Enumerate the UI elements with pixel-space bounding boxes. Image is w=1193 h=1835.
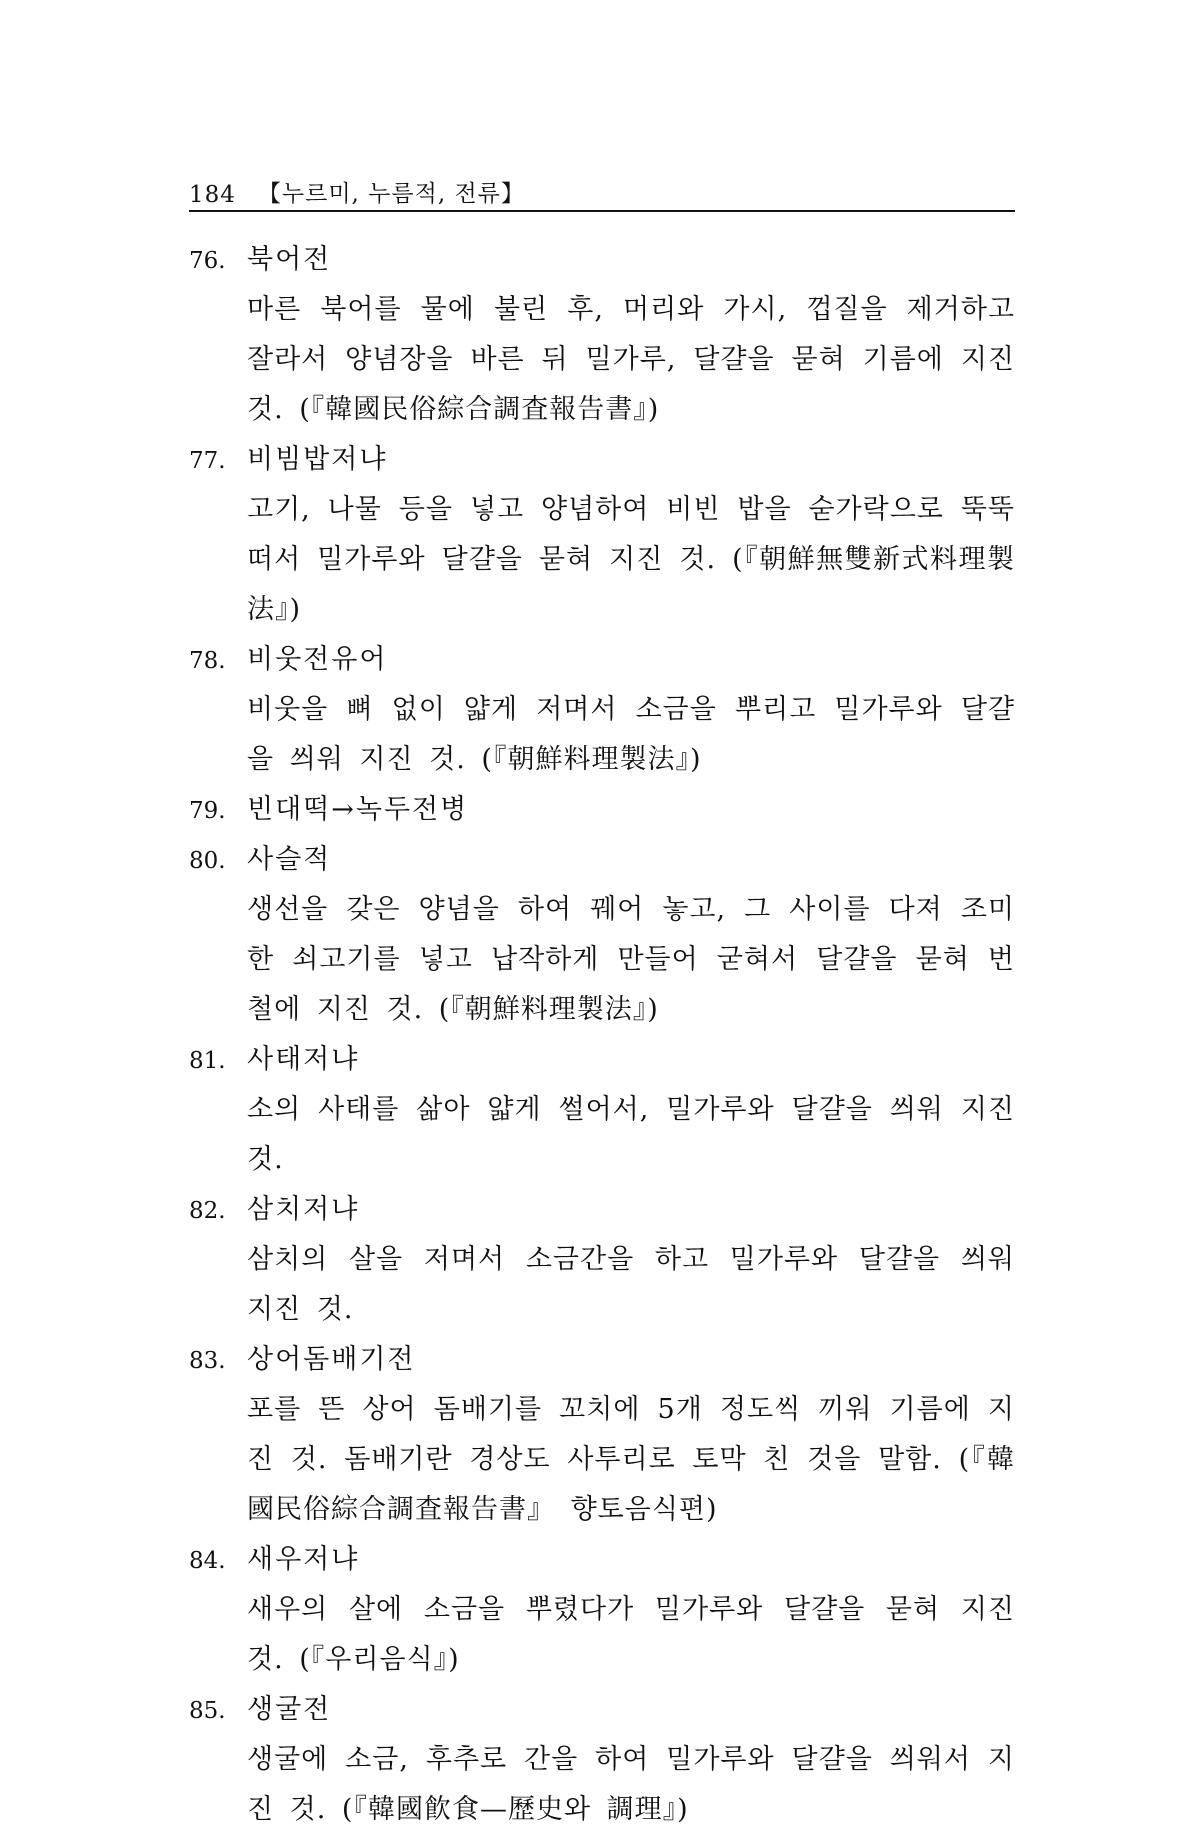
entry-title: 빈대떡→녹두전병 — [247, 794, 469, 825]
entry-title: 북어전 — [247, 244, 332, 275]
entry-number: 78. — [189, 648, 226, 674]
entry-number: 82. — [189, 1198, 226, 1224]
entry-83 — [189, 1335, 1015, 1535]
entry-description: 비웃을 뼈 없이 얇게 저며서 소금을 뿌리고 밀가루와 달걀을 씌워 지진 것. (『朝鮮料理製法』) — [247, 694, 1015, 775]
entry-description: 생굴에 소금, 후추로 간을 하여 밀가루와 달걀을 씌워서 지진 것. (『韓國飮食—歷史와 調理』) — [247, 1744, 1015, 1825]
entry-80 — [189, 835, 1015, 1035]
entry-title: 비웃전유어 — [247, 644, 388, 675]
entry-title: 삼치저냐 — [247, 1194, 360, 1225]
entry-number: 76. — [189, 248, 226, 274]
entry-79 — [189, 785, 1015, 835]
entry-heading — [189, 1185, 1015, 1235]
entry-title: 사태저냐 — [247, 1044, 360, 1075]
entry-heading — [189, 835, 1015, 885]
entry-heading — [189, 435, 1015, 485]
entry-number: 81. — [189, 1048, 226, 1074]
entry-81 — [189, 1035, 1015, 1185]
entry-description: 삼치의 살을 저며서 소금간을 하고 밀가루와 달걀을 씌워 지진 것. — [247, 1244, 1015, 1325]
entry-heading — [189, 1685, 1015, 1735]
entry-76 — [189, 235, 1015, 435]
entry-list — [189, 235, 1015, 1835]
entry-heading — [189, 1335, 1015, 1385]
entry-number: 77. — [189, 448, 226, 474]
entry-title: 새우저냐 — [247, 1544, 360, 1575]
entry-heading — [189, 1035, 1015, 1085]
entry-description: 고기, 나물 등을 넣고 양념하여 비빈 밥을 숟가락으로 뚝뚝 떠서 밀가루와 달걀을 묻혀 지진 것. (『朝鮮無雙新式料理製法』) — [247, 494, 1015, 625]
entry-description: 소의 사태를 삶아 얇게 썰어서, 밀가루와 달걀을 씌워 지진 것. — [247, 1094, 1015, 1175]
entry-number: 80. — [189, 848, 226, 874]
entry-number: 84. — [189, 1548, 226, 1574]
entry-number: 85. — [189, 1698, 226, 1724]
entry-85 — [189, 1685, 1015, 1835]
entry-78 — [189, 635, 1015, 785]
entry-number: 79. — [189, 798, 226, 824]
entry-84 — [189, 1535, 1015, 1685]
header-rule — [189, 210, 1015, 212]
entry-82 — [189, 1185, 1015, 1335]
entry-heading — [189, 635, 1015, 685]
entry-description: 생선을 갖은 양념을 하여 꿰어 놓고, 그 사이를 다져 조미한 쇠고기를 넣고 납작하게 만들어 굳혀서 달걀을 묻혀 번철에 지진 것. (『朝鮮料理製法』) — [247, 894, 1015, 1025]
entry-description: 새우의 살에 소금을 뿌렸다가 밀가루와 달걀을 묻혀 지진 것. (『우리음식』) — [247, 1594, 1015, 1675]
entry-description: 마른 북어를 물에 불린 후, 머리와 가시, 껍질을 제거하고 잘라서 양념장을 바른 뒤 밀가루, 달걀을 묻혀 기름에 지진 것. (『韓國民俗綜合調査報告書』) — [247, 294, 1015, 425]
running-head — [189, 164, 1015, 208]
entry-heading — [189, 235, 1015, 285]
page-number: 184 — [189, 182, 236, 208]
entry-title: 생굴전 — [247, 1694, 332, 1725]
entry-title: 사슬적 — [247, 844, 332, 875]
entry-title: 비빔밥저냐 — [247, 444, 388, 475]
running-title: 【누르미, 누름적, 전류】 — [257, 181, 525, 207]
entry-heading — [189, 1535, 1015, 1585]
entry-number: 83. — [189, 1348, 226, 1374]
entry-title: 상어돔배기전 — [247, 1344, 416, 1375]
entry-77 — [189, 435, 1015, 635]
entry-heading — [189, 785, 1015, 835]
entry-description: 포를 뜬 상어 돔배기를 꼬치에 5개 정도씩 끼워 기름에 지진 것. 돔배기란 경상도 사투리로 토막 친 것을 말함. (『韓國民俗綜合調査報告書』 향토음식편) — [247, 1394, 1015, 1525]
